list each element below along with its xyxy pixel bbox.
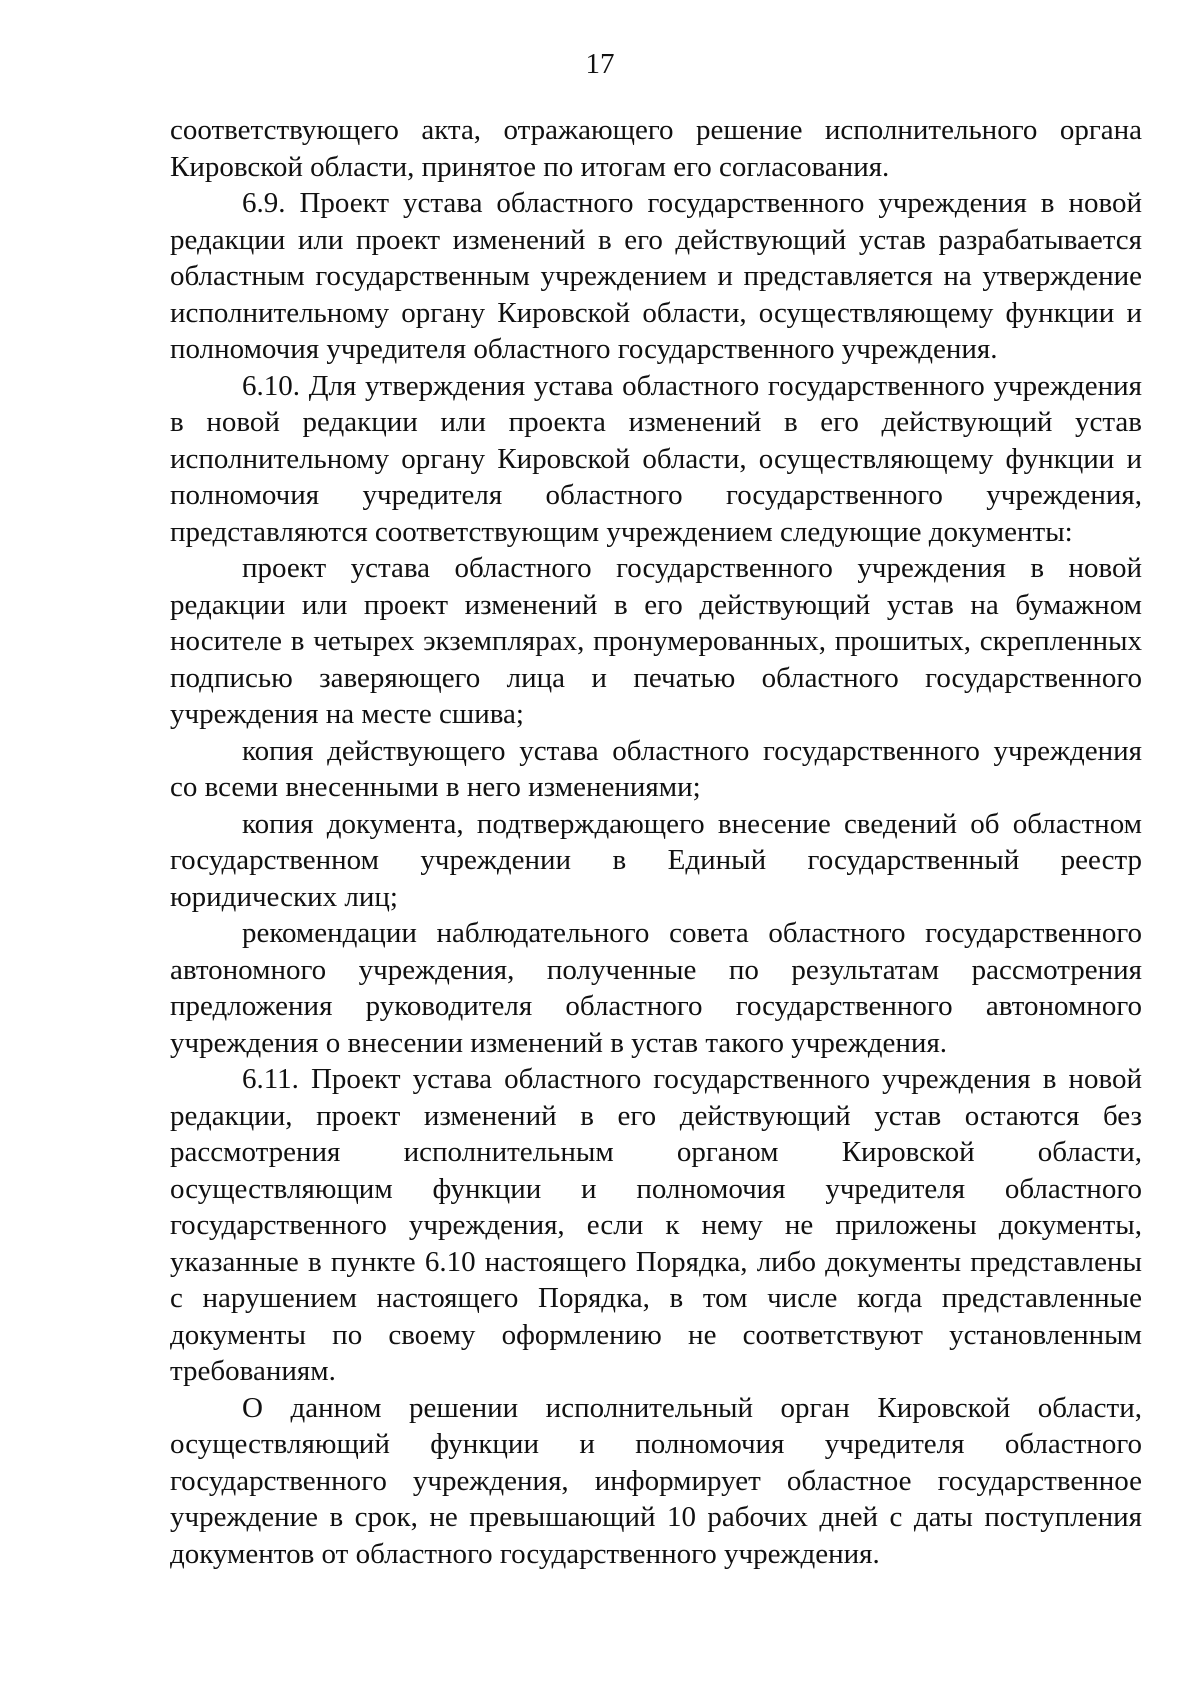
paragraph-6-10: 6.10. Для утверждения устава областного государственного учреждения в новой редакции или проекта изменений в его действующий устав исполнительному органу Кировской области, осуществляющему функции и полномочия учредителя областного государственного учреждения, представляются соответствующим учреждением следующие документы: bbox=[170, 369, 1142, 548]
document-body bbox=[170, 112, 1142, 1572]
paragraph-decision-notice: О данном решении исполнительный орган Кировской области, осуществляющий функции и полномочия учредителя областного государственного учреждения, информирует областное государственное учреждение в срок, не превышающий 10 рабочих дней с даты поступления документов от областного государственного учреждения. bbox=[170, 1391, 1142, 1570]
list-item-board-recommendations: рекомендации наблюдательного совета областного государственного автономного учреждения, полученные по результатам рассмотрения предложения руководителя областного государственного автономного учреждения о внесении изменений в устав такого учреждения. bbox=[170, 917, 1142, 1059]
page-number: 17 bbox=[585, 48, 615, 80]
list-item-charter-draft: проект устава областного государственного учреждения в новой редакции или проект изменений в его действующий устав на бумажном носителе в четырех экземплярах, пронумерованных, прошитых, скрепленных подписью заверяющего лица и печатью областного государственного учреждения на месте сшива; bbox=[170, 552, 1142, 730]
list-item-registry-document: копия документа, подтверждающего внесение сведений об областном государственном учреждении в Единый государственный реестр юридических лиц; bbox=[170, 807, 1142, 913]
paragraph-6-9: 6.9. Проект устава областного государственного учреждения в новой редакции или проект изменений в его действующий устав разрабатывается областным государственным учреждением и представляется на утверждение исполнительному органу Кировской области, осуществляющему функции и полномочия учредителя областного государственного учреждения. bbox=[170, 187, 1142, 365]
list-item-charter-copy: копия действующего устава областного государственного учреждения со всеми внесенными в него изменениями; bbox=[170, 734, 1142, 803]
paragraph-6-11: 6.11. Проект устава областного государственного учреждения в новой редакции, проект изменений в его действующий устав остаются без рассмотрения исполнительным органом Кировской области, осуществляющим функции и полномочия учредителя областного государственного учреждения, если к нему не приложены документы, указанные в пункте 6.10 настоящего Порядка, либо документы представлены с нарушением настоящего Порядка, в том числе когда представленные документы по своему оформлению не соответствуют установленным требованиям. bbox=[170, 1063, 1142, 1387]
paragraph-continuation: соответствующего акта, отражающего решение исполнительного органа Кировской области, принятое по итогам его согласования. bbox=[170, 114, 1142, 183]
